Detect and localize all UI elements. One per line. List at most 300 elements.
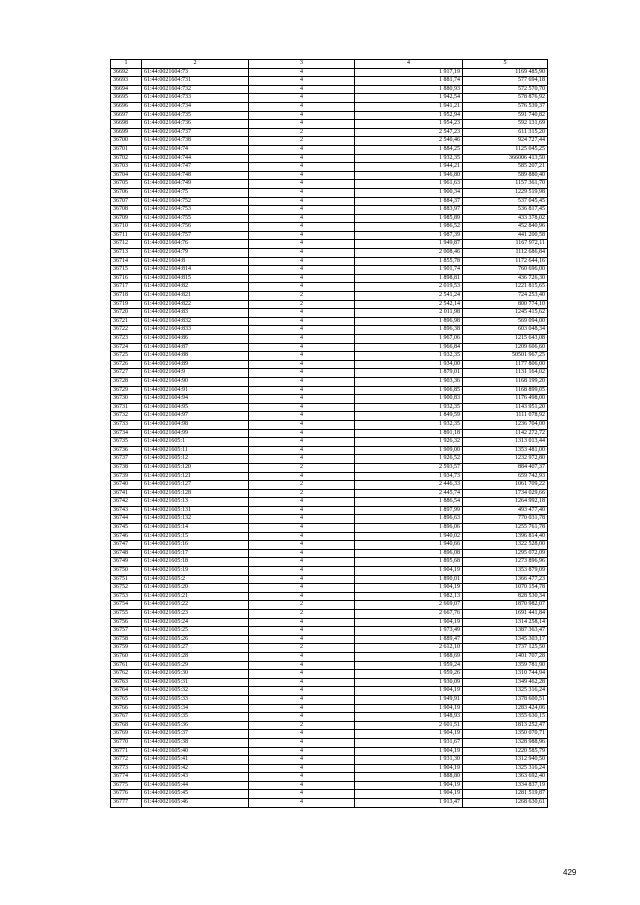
table-cell: 61:44:0021605:16 bbox=[142, 541, 249, 550]
table-cell: 61:44:0021605:121 bbox=[142, 472, 249, 481]
table-row bbox=[111, 163, 548, 172]
table-cell: 36706 bbox=[111, 188, 142, 197]
table-cell: 36768 bbox=[111, 721, 142, 730]
table-cell: 36705 bbox=[111, 180, 142, 189]
table-cell: 1220 585,79 bbox=[463, 747, 548, 756]
table-cell: 770 031,78 bbox=[463, 515, 548, 524]
table-cell: 1 896,06 bbox=[355, 524, 463, 533]
table-cell: 61:44:0021605:35 bbox=[142, 713, 249, 722]
table-cell: 36743 bbox=[111, 506, 142, 515]
table-cell: 1 895,68 bbox=[355, 558, 463, 567]
table-row bbox=[111, 412, 548, 421]
table-cell: 4 bbox=[249, 257, 355, 266]
table-cell: 1 889,47 bbox=[355, 635, 463, 644]
table-cell: 1 967,06 bbox=[355, 335, 463, 344]
table-cell: 4 bbox=[249, 524, 355, 533]
table-cell: 36750 bbox=[111, 567, 142, 576]
table-cell: 4 bbox=[249, 85, 355, 94]
table-cell: 61:44:0021604:76 bbox=[142, 240, 249, 249]
table-cell: 36746 bbox=[111, 532, 142, 541]
table-cell: 2 011,98 bbox=[355, 309, 463, 318]
table-row bbox=[111, 455, 548, 464]
table-cell: 1168 199,20 bbox=[463, 377, 548, 386]
table-row bbox=[111, 197, 548, 206]
table-cell: 800 774,10 bbox=[463, 300, 548, 309]
table-row bbox=[111, 687, 548, 696]
table-cell: 4 bbox=[249, 558, 355, 567]
table-cell: 4 bbox=[249, 154, 355, 163]
table-row bbox=[111, 584, 548, 593]
table-cell: 36696 bbox=[111, 102, 142, 111]
table-cell: 585 207,21 bbox=[463, 163, 548, 172]
table-cell: 36702 bbox=[111, 154, 142, 163]
table-cell: 1737 125,50 bbox=[463, 644, 548, 653]
table-cell: 1 917,19 bbox=[355, 68, 463, 77]
table-row bbox=[111, 764, 548, 773]
table-row bbox=[111, 309, 548, 318]
table-cell: 4 bbox=[249, 171, 355, 180]
table-cell: 1 888,80 bbox=[355, 773, 463, 782]
table-cell: 4 bbox=[249, 713, 355, 722]
table-cell: 1167 972,11 bbox=[463, 240, 548, 249]
table-cell: 611 315,20 bbox=[463, 128, 548, 137]
table-cell: 1 932,35 bbox=[355, 420, 463, 429]
table-cell: 36745 bbox=[111, 524, 142, 533]
table-row bbox=[111, 438, 548, 447]
table-cell: 1 903,36 bbox=[355, 377, 463, 386]
table-cell: 1255 761,78 bbox=[463, 524, 548, 533]
table-cell: 4 bbox=[249, 704, 355, 713]
table-cell: 4 bbox=[249, 532, 355, 541]
table-cell: 61:44:0021605:13 bbox=[142, 498, 249, 507]
table-cell: 36698 bbox=[111, 120, 142, 129]
table-cell: 659 742,93 bbox=[463, 472, 548, 481]
table-cell: 2 bbox=[249, 601, 355, 610]
table-cell: 589 880,40 bbox=[463, 171, 548, 180]
header-col-2: 2 bbox=[142, 60, 249, 69]
table-cell: 36735 bbox=[111, 438, 142, 447]
table-cell: 578 876,92 bbox=[463, 94, 548, 103]
table-cell: 61:44:0021605:2 bbox=[142, 575, 249, 584]
table-row bbox=[111, 506, 548, 515]
table-row bbox=[111, 120, 548, 129]
table-cell: 1 904,19 bbox=[355, 764, 463, 773]
table-cell: 4 bbox=[249, 567, 355, 576]
table-cell: 36753 bbox=[111, 592, 142, 601]
table-cell: 1312 940,50 bbox=[463, 756, 548, 765]
table-row bbox=[111, 369, 548, 378]
table-cell: 4 bbox=[249, 635, 355, 644]
table-cell: 61:44:0021604:733 bbox=[142, 94, 249, 103]
table-cell: 4 bbox=[249, 584, 355, 593]
table-cell: 4 bbox=[249, 266, 355, 275]
table-cell: 36734 bbox=[111, 429, 142, 438]
table-cell: 441 200,58 bbox=[463, 231, 548, 240]
table-cell: 1281 519,87 bbox=[463, 790, 548, 799]
table-cell: 36772 bbox=[111, 756, 142, 765]
table-cell: 36694 bbox=[111, 85, 142, 94]
table-cell: 36771 bbox=[111, 747, 142, 756]
table-cell: 1 904,19 bbox=[355, 747, 463, 756]
table-cell: 1142 272,72 bbox=[463, 429, 548, 438]
table-cell: 36759 bbox=[111, 644, 142, 653]
table-row bbox=[111, 575, 548, 584]
table-cell: 36715 bbox=[111, 266, 142, 275]
table-cell: 36769 bbox=[111, 730, 142, 739]
table-cell: 2 019,53 bbox=[355, 283, 463, 292]
table-cell: 433 378,02 bbox=[463, 214, 548, 223]
table-cell: 4 bbox=[249, 360, 355, 369]
table-row bbox=[111, 403, 548, 412]
table-cell: 61:44:0021604:8 bbox=[142, 257, 249, 266]
table-cell: 36712 bbox=[111, 240, 142, 249]
table-row bbox=[111, 145, 548, 154]
table-cell: 36726 bbox=[111, 360, 142, 369]
table-cell: 1345 303,17 bbox=[463, 635, 548, 644]
table-cell: 1295 072,09 bbox=[463, 549, 548, 558]
table-cell: 4 bbox=[249, 678, 355, 687]
table-cell: 4 bbox=[249, 661, 355, 670]
table-cell: 36701 bbox=[111, 145, 142, 154]
table-cell: 1168 899,05 bbox=[463, 386, 548, 395]
table-cell: 61:44:0021605:41 bbox=[142, 756, 249, 765]
table-cell: 4 bbox=[249, 790, 355, 799]
table-cell: 2 667,76 bbox=[355, 610, 463, 619]
table-cell: 924 727,44 bbox=[463, 137, 548, 146]
table-cell: 36751 bbox=[111, 575, 142, 584]
table-cell: 36773 bbox=[111, 764, 142, 773]
table-row bbox=[111, 274, 548, 283]
table-row bbox=[111, 128, 548, 137]
table-cell: 61:44:0021605:15 bbox=[142, 532, 249, 541]
table-cell: 2 bbox=[249, 644, 355, 653]
table-cell: 2 bbox=[249, 292, 355, 301]
table-cell: 1 926,52 bbox=[355, 455, 463, 464]
table-cell: 4 bbox=[249, 274, 355, 283]
table-cell: 36727 bbox=[111, 369, 142, 378]
table-row bbox=[111, 481, 548, 490]
table-cell: 36716 bbox=[111, 274, 142, 283]
table-cell: 1349 462,28 bbox=[463, 678, 548, 687]
table-cell: 36766 bbox=[111, 704, 142, 713]
table-cell: 1172 644,16 bbox=[463, 257, 548, 266]
table-cell: 1 961,63 bbox=[355, 180, 463, 189]
table-cell: 4 bbox=[249, 412, 355, 421]
table-row bbox=[111, 446, 548, 455]
table-cell: 61:44:0021604:756 bbox=[142, 223, 249, 232]
table-cell: 1363 692,40 bbox=[463, 773, 548, 782]
table-cell: 1322 528,00 bbox=[463, 541, 548, 550]
table-cell: 1245 415,62 bbox=[463, 309, 548, 318]
table-cell: 1 904,19 bbox=[355, 704, 463, 713]
table-cell: 2 bbox=[249, 463, 355, 472]
table-cell: 1 906,85 bbox=[355, 386, 463, 395]
table-cell: 4 bbox=[249, 764, 355, 773]
table-cell: 61:44:0021604:737 bbox=[142, 128, 249, 137]
table-cell: 1221 815,65 bbox=[463, 283, 548, 292]
table-cell: 61:44:0021604:731 bbox=[142, 77, 249, 86]
table-row bbox=[111, 541, 548, 550]
table-row bbox=[111, 799, 548, 808]
table-cell: 4 bbox=[249, 652, 355, 661]
table-cell: 1 896,98 bbox=[355, 317, 463, 326]
table-cell: 1157 361,70 bbox=[463, 180, 548, 189]
table-row bbox=[111, 360, 548, 369]
table-cell: 36717 bbox=[111, 283, 142, 292]
table-cell: 1 934,00 bbox=[355, 360, 463, 369]
table-cell: 1313 013,44 bbox=[463, 438, 548, 447]
table-cell: 1268 630,61 bbox=[463, 799, 548, 808]
table-cell: 1273 896,96 bbox=[463, 558, 548, 567]
table-cell: 61:44:0021605:43 bbox=[142, 773, 249, 782]
table-cell: 1 900,34 bbox=[355, 188, 463, 197]
table-row bbox=[111, 532, 548, 541]
table-row bbox=[111, 137, 548, 146]
table-cell: 61:44:0021604:755 bbox=[142, 214, 249, 223]
table-cell: 61:44:0021604:74 bbox=[142, 145, 249, 154]
table-row bbox=[111, 395, 548, 404]
table-cell: 4 bbox=[249, 670, 355, 679]
table-cell: 61:44:0021604:88 bbox=[142, 352, 249, 361]
table-cell: 4 bbox=[249, 188, 355, 197]
table-cell: 36742 bbox=[111, 498, 142, 507]
table-cell: 1310 744,94 bbox=[463, 670, 548, 679]
table-row bbox=[111, 180, 548, 189]
table-cell: 4 bbox=[249, 77, 355, 86]
table-cell: 61:44:0021605:20 bbox=[142, 584, 249, 593]
table-cell: 61:44:0021605:28 bbox=[142, 652, 249, 661]
table-cell: 1264 992,18 bbox=[463, 498, 548, 507]
table-cell: 36704 bbox=[111, 171, 142, 180]
table-cell: 2 593,57 bbox=[355, 463, 463, 472]
table-cell: 4 bbox=[249, 592, 355, 601]
table-cell: 1355 630,15 bbox=[463, 713, 548, 722]
table-cell: 61:44:0021604:82 bbox=[142, 283, 249, 292]
table-cell: 61:44:0021605:21 bbox=[142, 592, 249, 601]
table-cell: 4 bbox=[249, 145, 355, 154]
table-cell: 1 904,19 bbox=[355, 584, 463, 593]
table-cell: 61:44:0021605:40 bbox=[142, 747, 249, 756]
table-cell: 1 904,19 bbox=[355, 618, 463, 627]
table-cell: 1 900,83 bbox=[355, 395, 463, 404]
table-row bbox=[111, 85, 548, 94]
table-cell: 1 931,30 bbox=[355, 756, 463, 765]
table-cell: 36693 bbox=[111, 77, 142, 86]
table-row bbox=[111, 567, 548, 576]
table-cell: 36757 bbox=[111, 627, 142, 636]
table-cell: 61:44:0021604:757 bbox=[142, 231, 249, 240]
table-cell: 36755 bbox=[111, 610, 142, 619]
table-cell: 36770 bbox=[111, 738, 142, 747]
table-cell: 4 bbox=[249, 68, 355, 77]
table-row bbox=[111, 188, 548, 197]
table-cell: 4 bbox=[249, 438, 355, 447]
table-cell: 36692 bbox=[111, 68, 142, 77]
table-cell: 4 bbox=[249, 506, 355, 515]
table-cell: 1 898,81 bbox=[355, 274, 463, 283]
table-cell: 4 bbox=[249, 730, 355, 739]
table-cell: 1 931,67 bbox=[355, 738, 463, 747]
table-cell: 61:44:0021605:34 bbox=[142, 704, 249, 713]
table-cell: 36754 bbox=[111, 601, 142, 610]
table-cell: 1 946,80 bbox=[355, 171, 463, 180]
table-cell: 4 bbox=[249, 455, 355, 464]
table-cell: 61:44:0021605:19 bbox=[142, 567, 249, 576]
table-cell: 4 bbox=[249, 283, 355, 292]
table-cell: 1209 606,60 bbox=[463, 343, 548, 352]
table-cell: 36763 bbox=[111, 678, 142, 687]
table-cell: 572 570,70 bbox=[463, 85, 548, 94]
table-cell: 61:44:0021604:749 bbox=[142, 180, 249, 189]
table-row bbox=[111, 524, 548, 533]
table-cell: 4 bbox=[249, 223, 355, 232]
table-cell: 1 986,52 bbox=[355, 223, 463, 232]
table-cell: 4 bbox=[249, 618, 355, 627]
table-row bbox=[111, 463, 548, 472]
table-cell: 61:44:0021604:83 bbox=[142, 309, 249, 318]
table-row bbox=[111, 292, 548, 301]
table-cell: 537 045,45 bbox=[463, 197, 548, 206]
table-row bbox=[111, 790, 548, 799]
table-cell: 61:44:0021605:45 bbox=[142, 790, 249, 799]
table-cell: 2 445,74 bbox=[355, 489, 463, 498]
table-cell: 36738 bbox=[111, 463, 142, 472]
table-row bbox=[111, 652, 548, 661]
table-cell: 1229 519,98 bbox=[463, 188, 548, 197]
table-cell: 4 bbox=[249, 420, 355, 429]
table-cell: 1 896,38 bbox=[355, 326, 463, 335]
table-cell: 61:44:0021604:98 bbox=[142, 420, 249, 429]
table-cell: 61:44:0021605:30 bbox=[142, 670, 249, 679]
table-cell: 1 944,21 bbox=[355, 163, 463, 172]
table-cell: 1 952,94 bbox=[355, 111, 463, 120]
table-cell: 1 904,19 bbox=[355, 790, 463, 799]
table-row bbox=[111, 695, 548, 704]
table-cell: 61:44:0021605:25 bbox=[142, 627, 249, 636]
table-body bbox=[111, 68, 548, 807]
table-cell: 61:44:0021604:73 bbox=[142, 68, 249, 77]
table-cell: 1 884,37 bbox=[355, 197, 463, 206]
table-cell: 4 bbox=[249, 326, 355, 335]
table-cell: 1 949,91 bbox=[355, 695, 463, 704]
table-cell: 1 881,74 bbox=[355, 77, 463, 86]
table-header bbox=[111, 60, 548, 69]
table-row bbox=[111, 377, 548, 386]
table-cell: 61:44:0021605:22 bbox=[142, 601, 249, 610]
table-cell: 1131 164,02 bbox=[463, 369, 548, 378]
table-cell: 4 bbox=[249, 335, 355, 344]
table-cell: 1387 363,47 bbox=[463, 627, 548, 636]
table-cell: 536 817,45 bbox=[463, 206, 548, 215]
table-cell: 61:44:0021604:86 bbox=[142, 335, 249, 344]
table-cell: 36714 bbox=[111, 257, 142, 266]
table-cell: 4 bbox=[249, 180, 355, 189]
table-cell: 36723 bbox=[111, 335, 142, 344]
table-cell: 61:44:0021604:753 bbox=[142, 206, 249, 215]
table-cell: 1734 029,66 bbox=[463, 489, 548, 498]
table-cell: 1 988,69 bbox=[355, 652, 463, 661]
table-cell: 36719 bbox=[111, 300, 142, 309]
header-col-4: 4 bbox=[355, 60, 463, 69]
table-cell: 36725 bbox=[111, 352, 142, 361]
table-row bbox=[111, 231, 548, 240]
table-row bbox=[111, 618, 548, 627]
table-cell: 1 886,54 bbox=[355, 498, 463, 507]
table-cell: 1 942,54 bbox=[355, 94, 463, 103]
table-cell: 61:44:0021605:29 bbox=[142, 661, 249, 670]
table-cell: 36744 bbox=[111, 515, 142, 524]
table-cell: 36713 bbox=[111, 249, 142, 258]
page-number: 429 bbox=[563, 868, 577, 877]
table-cell: 36722 bbox=[111, 326, 142, 335]
table-cell: 1 909,00 bbox=[355, 446, 463, 455]
table-row bbox=[111, 661, 548, 670]
table-cell: 1325 316,24 bbox=[463, 687, 548, 696]
table-cell: 36764 bbox=[111, 687, 142, 696]
table-cell: 61:44:0021604:738 bbox=[142, 137, 249, 146]
table-cell: 2 669,07 bbox=[355, 601, 463, 610]
table-cell: 4 bbox=[249, 687, 355, 696]
table-cell: 1061 709,22 bbox=[463, 481, 548, 490]
table-cell: 1691 441,84 bbox=[463, 610, 548, 619]
table-cell: 36775 bbox=[111, 781, 142, 790]
table-cell: 36699 bbox=[111, 128, 142, 137]
table-cell: 36747 bbox=[111, 541, 142, 550]
table-cell: 36730 bbox=[111, 395, 142, 404]
table-cell: 4 bbox=[249, 446, 355, 455]
table-cell: 1 926,32 bbox=[355, 438, 463, 447]
table-row bbox=[111, 154, 548, 163]
table-cell: 61:44:0021605:42 bbox=[142, 764, 249, 773]
table-cell: 1070 154,78 bbox=[463, 584, 548, 593]
table-row bbox=[111, 326, 548, 335]
table-cell: 61:44:0021605:31 bbox=[142, 678, 249, 687]
table-cell: 1 883,97 bbox=[355, 206, 463, 215]
table-cell: 61:44:0021605:132 bbox=[142, 515, 249, 524]
table-cell: 36718 bbox=[111, 292, 142, 301]
table-cell: 4 bbox=[249, 214, 355, 223]
table-cell: 61:44:0021605:37 bbox=[142, 730, 249, 739]
table-cell: 1112 686,84 bbox=[463, 249, 548, 258]
table-cell: 4 bbox=[249, 627, 355, 636]
table-cell: 61:44:0021605:17 bbox=[142, 549, 249, 558]
table-cell: 1177 806,00 bbox=[463, 360, 548, 369]
table-row bbox=[111, 223, 548, 232]
header-col-5: 5 bbox=[463, 60, 548, 69]
table-cell: 4 bbox=[249, 206, 355, 215]
table-row bbox=[111, 300, 548, 309]
table-cell: 2 601,51 bbox=[355, 721, 463, 730]
table-cell: 1325 316,24 bbox=[463, 764, 548, 773]
table-cell: 2 bbox=[249, 721, 355, 730]
table-cell: 61:44:0021604:95 bbox=[142, 403, 249, 412]
table-cell: 4 bbox=[249, 395, 355, 404]
table-cell: 4 bbox=[249, 343, 355, 352]
table-cell: 61:44:0021605:14 bbox=[142, 524, 249, 533]
table-row bbox=[111, 515, 548, 524]
table-cell: 1 904,19 bbox=[355, 730, 463, 739]
table-cell: 1 966,84 bbox=[355, 343, 463, 352]
table-cell: 2 bbox=[249, 137, 355, 146]
table-row bbox=[111, 386, 548, 395]
table-cell: 36697 bbox=[111, 111, 142, 120]
table-cell: 61:44:0021605:27 bbox=[142, 644, 249, 653]
table-cell: 61:44:0021604:90 bbox=[142, 377, 249, 386]
table-cell: 724 253,40 bbox=[463, 292, 548, 301]
table-cell: 61:44:0021604:732 bbox=[142, 85, 249, 94]
table-cell: 4 bbox=[249, 756, 355, 765]
table-cell: 61:44:0021604:75 bbox=[142, 188, 249, 197]
